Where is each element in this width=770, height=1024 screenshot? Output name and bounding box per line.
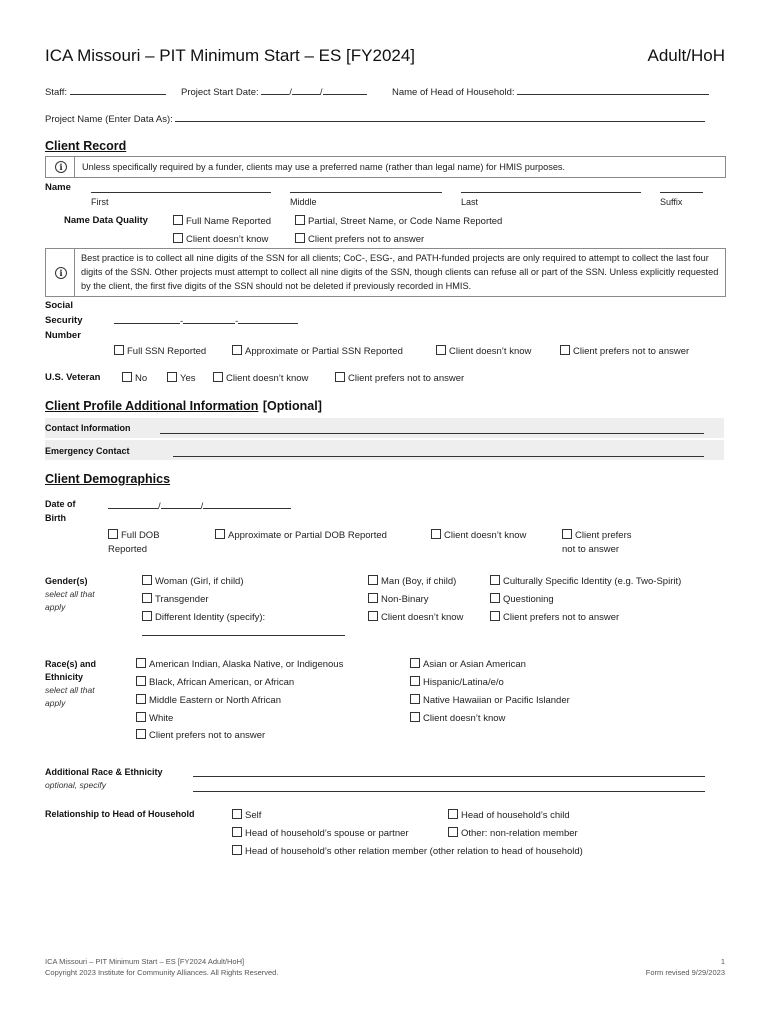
option-label: Transgender bbox=[155, 594, 209, 605]
gender-label-block bbox=[45, 575, 95, 614]
footer-doc-name: ICA Missouri – PIT Minimum Start – ES [FY2024 Adult/HoH] bbox=[45, 957, 245, 966]
option-label: Full Name Reported bbox=[186, 216, 272, 227]
checkbox[interactable] bbox=[490, 593, 500, 603]
gender-prefers-not-option[interactable] bbox=[490, 611, 619, 623]
checkbox[interactable] bbox=[232, 345, 242, 355]
option-label: Asian or Asian American bbox=[423, 659, 526, 670]
checkbox[interactable] bbox=[167, 372, 177, 382]
checkbox[interactable] bbox=[213, 372, 223, 382]
ssn-dash: - bbox=[235, 316, 239, 327]
date-slash: / bbox=[200, 501, 204, 512]
suffix-line[interactable] bbox=[660, 192, 703, 193]
suffix-caption: Suffix bbox=[660, 197, 683, 207]
ssn-notice-text: Best practice is to collect all nine digits of the SSN for all clients; CoC-, ESG-, and PATH-funded projects are only required to attempt to collect the last four digits of the SSN. Other projects must attempt to collect all nine digits of the SSN, though clients can refuse all or part of the SSN. Unless explicitly requested by the client, the first five digits of the SSN should not be deleted if previously recorded in HMIS. bbox=[81, 253, 719, 291]
checkbox[interactable] bbox=[560, 345, 570, 355]
client-profile-heading bbox=[45, 397, 322, 415]
ssn-input[interactable] bbox=[114, 313, 298, 327]
select-all-hint: apply bbox=[45, 698, 66, 708]
date-slash: / bbox=[289, 87, 292, 98]
date-slash: / bbox=[158, 501, 161, 512]
option-label: Culturally Specific Identity (e.g. Two-Spirit) bbox=[503, 576, 682, 587]
option-label: Client prefers not to answer bbox=[503, 612, 620, 623]
form-type-label: Adult/HoH bbox=[647, 46, 725, 65]
name-data-quality-label: Name Data Quality bbox=[64, 215, 148, 226]
ssn-approx-option[interactable] bbox=[232, 345, 403, 357]
checkbox[interactable] bbox=[142, 611, 152, 621]
option-label: Client doesn’t know bbox=[381, 612, 464, 623]
info-icon: i bbox=[55, 161, 67, 173]
select-all-hint: apply bbox=[45, 602, 66, 612]
dob-day-line[interactable] bbox=[161, 498, 201, 509]
emergency-contact-line[interactable] bbox=[173, 456, 704, 457]
page-title: ICA Missouri – PIT Minimum Start – ES [FY2024] bbox=[45, 46, 416, 65]
relationship-other-nonrelation-option[interactable] bbox=[448, 827, 578, 839]
option-label: Client doesn’t know bbox=[226, 373, 309, 384]
option-label-cont: Reported bbox=[108, 544, 148, 555]
checkbox[interactable] bbox=[410, 712, 420, 722]
race-label: Race(s) and bbox=[45, 659, 97, 669]
name-quality-full-option[interactable] bbox=[173, 215, 271, 227]
gender-different-option[interactable] bbox=[142, 611, 265, 623]
option-label: Client prefers not to answer bbox=[348, 373, 465, 384]
project-start-year-line[interactable] bbox=[323, 84, 367, 95]
checkbox[interactable] bbox=[335, 372, 345, 382]
option-label: Approximate or Partial DOB Reported bbox=[228, 530, 387, 541]
ssn-label-line: Social bbox=[45, 300, 73, 311]
checkbox[interactable] bbox=[136, 694, 146, 704]
veteran-no-option[interactable] bbox=[122, 372, 147, 384]
project-start-day-line[interactable] bbox=[292, 84, 320, 95]
checkbox[interactable] bbox=[232, 845, 242, 855]
hoh-name-field bbox=[392, 84, 709, 98]
gender-woman-option[interactable] bbox=[142, 575, 244, 587]
race-hispanic-option[interactable] bbox=[410, 676, 504, 688]
checkbox[interactable] bbox=[114, 345, 124, 355]
option-label: Head of household’s spouse or partner bbox=[245, 828, 409, 839]
middle-name-line[interactable] bbox=[290, 192, 442, 193]
first-name-caption: First bbox=[91, 197, 109, 207]
middle-name-caption: Middle bbox=[290, 197, 317, 207]
race-black-option[interactable] bbox=[136, 676, 294, 688]
race-white-option[interactable] bbox=[136, 712, 173, 724]
race-nhpi-option[interactable] bbox=[410, 694, 570, 706]
checkbox[interactable] bbox=[448, 809, 458, 819]
checkbox[interactable] bbox=[410, 676, 420, 686]
option-label: Client doesn’t know bbox=[423, 713, 506, 724]
option-label: Partial, Street Name, or Code Name Reported bbox=[308, 216, 503, 227]
race-asian-option[interactable] bbox=[410, 658, 526, 670]
contact-row-bg bbox=[45, 418, 724, 438]
client-record-heading: Client Record bbox=[45, 139, 127, 153]
dob-doesnt-know-option[interactable] bbox=[431, 529, 526, 541]
option-label: Client prefers bbox=[575, 530, 632, 541]
project-name-label: Project Name (Enter Data As): bbox=[45, 114, 173, 125]
checkbox[interactable] bbox=[232, 827, 242, 837]
checkbox[interactable] bbox=[142, 575, 152, 585]
info-icon: i bbox=[55, 267, 67, 279]
dob-label-line: Date of bbox=[45, 499, 76, 509]
dob-label bbox=[45, 497, 76, 525]
race-label-block bbox=[45, 658, 96, 710]
project-start-date-label: Project Start Date: bbox=[181, 87, 259, 98]
checkbox[interactable] bbox=[368, 575, 378, 585]
relationship-label: Relationship to Head of Household bbox=[45, 809, 195, 819]
option-label: Client prefers not to answer bbox=[573, 346, 690, 357]
ssn-label-line: Security bbox=[45, 315, 83, 326]
hoh-name-input-line[interactable] bbox=[517, 84, 709, 95]
checkbox[interactable] bbox=[136, 712, 146, 722]
dob-prefers-not-option[interactable] bbox=[562, 529, 632, 557]
option-label: Approximate or Partial SSN Reported bbox=[245, 346, 403, 357]
ssn-prefers-not-option[interactable] bbox=[560, 345, 689, 357]
dob-year-line[interactable] bbox=[203, 498, 291, 509]
option-label: Self bbox=[245, 810, 262, 821]
project-start-date-field bbox=[181, 84, 367, 98]
name-quality-doesnt-know-option[interactable] bbox=[173, 233, 268, 245]
gender-specify-line[interactable] bbox=[142, 635, 345, 636]
option-label: White bbox=[149, 713, 174, 724]
last-name-line[interactable] bbox=[461, 192, 641, 193]
checkbox[interactable] bbox=[436, 345, 446, 355]
option-label: Head of household’s child bbox=[461, 810, 570, 821]
additional-race-hint: optional, specify bbox=[45, 780, 106, 790]
checkbox[interactable] bbox=[448, 827, 458, 837]
option-label: Client doesn’t know bbox=[186, 234, 269, 245]
option-label: Woman (Girl, if child) bbox=[155, 576, 244, 587]
dob-input[interactable] bbox=[108, 498, 291, 512]
additional-race-line-2[interactable] bbox=[193, 791, 705, 792]
additional-race-label-block bbox=[45, 766, 163, 792]
option-label: Client doesn’t know bbox=[449, 346, 532, 357]
option-label: Non-Binary bbox=[381, 594, 429, 605]
contact-information-line[interactable] bbox=[160, 433, 704, 434]
option-label: Full SSN Reported bbox=[127, 346, 207, 357]
checkbox[interactable] bbox=[136, 729, 146, 739]
checkbox[interactable] bbox=[490, 611, 500, 621]
checkbox[interactable] bbox=[368, 593, 378, 603]
checkbox[interactable] bbox=[410, 658, 420, 668]
footer-copyright: Copyright 2023 Institute for Community Alliances. All Rights Reserved. bbox=[45, 968, 279, 977]
notice-divider bbox=[74, 157, 75, 177]
checkbox[interactable] bbox=[173, 215, 183, 225]
emergency-row-bg bbox=[45, 440, 724, 460]
veteran-yes-option[interactable] bbox=[167, 372, 196, 384]
client-profile-heading-text: Client Profile Additional Information bbox=[45, 399, 259, 413]
option-label: Middle Eastern or North African bbox=[149, 695, 282, 706]
option-label: Client prefers not to answer bbox=[149, 730, 266, 741]
preferred-name-notice-text: Unless specifically required by a funder, clients may use a preferred name (rather than legal name) for HMIS purposes. bbox=[82, 162, 566, 172]
option-label: Different Identity (specify): bbox=[155, 612, 266, 623]
checkbox[interactable] bbox=[136, 676, 146, 686]
option-label: Client prefers not to answer bbox=[308, 234, 425, 245]
option-label: Questioning bbox=[503, 594, 554, 605]
checkbox[interactable] bbox=[295, 215, 305, 225]
first-name-line[interactable] bbox=[91, 192, 271, 193]
checkbox[interactable] bbox=[108, 529, 118, 539]
staff-input-line[interactable] bbox=[70, 84, 166, 95]
option-label-cont: not to answer bbox=[562, 544, 620, 555]
date-slash: / bbox=[319, 87, 323, 98]
option-label: American Indian, Alaska Native, or Indigenous bbox=[149, 659, 344, 670]
select-all-hint: select all that bbox=[45, 589, 95, 599]
option-label: Yes bbox=[180, 373, 196, 384]
last-name-caption: Last bbox=[461, 197, 479, 207]
footer-revised-date: Form revised 9/29/2023 bbox=[645, 968, 725, 977]
checkbox[interactable] bbox=[122, 372, 132, 382]
dob-approx-option[interactable] bbox=[215, 529, 387, 541]
client-demographics-heading: Client Demographics bbox=[45, 472, 171, 486]
preferred-name-notice bbox=[45, 156, 726, 178]
name-quality-partial-option[interactable] bbox=[295, 215, 502, 227]
staff-label: Staff: bbox=[45, 87, 68, 98]
option-label: Full DOB bbox=[121, 530, 160, 541]
checkbox[interactable] bbox=[431, 529, 441, 539]
ssn-dash: - bbox=[180, 316, 184, 327]
race-label: Ethnicity bbox=[45, 672, 84, 682]
project-start-month-line[interactable] bbox=[261, 84, 289, 95]
checkbox[interactable] bbox=[173, 233, 183, 243]
project-name-field bbox=[45, 111, 705, 125]
gender-non-binary-option[interactable] bbox=[368, 593, 429, 605]
ssn-label bbox=[45, 298, 83, 343]
ssn-full-option[interactable] bbox=[114, 345, 206, 357]
notice-divider bbox=[74, 249, 75, 296]
ssn-notice bbox=[45, 248, 726, 297]
gender-culturally-specific-option[interactable] bbox=[490, 575, 681, 587]
gender-label: Gender(s) bbox=[45, 576, 88, 586]
option-label: Client doesn’t know bbox=[444, 530, 527, 541]
gender-man-option[interactable] bbox=[368, 575, 456, 587]
relationship-spouse-option[interactable] bbox=[232, 827, 409, 839]
staff-field bbox=[45, 84, 166, 98]
name-label: Name bbox=[45, 182, 71, 193]
option-label: Hispanic/Latina/e/o bbox=[423, 677, 504, 688]
ssn-part-1-line[interactable] bbox=[114, 313, 180, 324]
option-label: No bbox=[135, 373, 148, 384]
checkbox[interactable] bbox=[562, 529, 572, 539]
checkbox[interactable] bbox=[136, 658, 146, 668]
checkbox[interactable] bbox=[368, 611, 378, 621]
gender-transgender-option[interactable] bbox=[142, 593, 209, 605]
dob-month-line[interactable] bbox=[108, 498, 158, 509]
checkbox[interactable] bbox=[295, 233, 305, 243]
name-quality-prefers-not-option[interactable] bbox=[295, 233, 424, 245]
checkbox[interactable] bbox=[232, 809, 242, 819]
ssn-doesnt-know-option[interactable] bbox=[436, 345, 531, 357]
option-label: Black, African American, or African bbox=[149, 677, 295, 688]
option-label: Other: non-relation member bbox=[461, 828, 578, 839]
option-label: Head of household’s other relation member (other relation to head of household) bbox=[245, 846, 583, 857]
relationship-child-option[interactable] bbox=[448, 809, 570, 821]
relationship-self-option[interactable] bbox=[232, 809, 261, 821]
hoh-name-label: Name of Head of Household: bbox=[392, 87, 515, 98]
race-mena-option[interactable] bbox=[136, 694, 281, 706]
select-all-hint: select all that bbox=[45, 685, 95, 695]
emergency-contact-label: Emergency Contact bbox=[45, 446, 130, 456]
gender-questioning-option[interactable] bbox=[490, 593, 554, 605]
additional-race-label: Additional Race & Ethnicity bbox=[45, 767, 163, 777]
option-label: Man (Boy, if child) bbox=[381, 576, 457, 587]
ssn-part-2-line[interactable] bbox=[183, 313, 235, 324]
checkbox[interactable] bbox=[490, 575, 500, 585]
gender-doesnt-know-option[interactable] bbox=[368, 611, 463, 623]
contact-information-label: Contact Information bbox=[45, 423, 131, 433]
veteran-label: U.S. Veteran bbox=[45, 372, 101, 383]
footer-page-number: 1 bbox=[720, 957, 725, 966]
race-prefers-not-option[interactable] bbox=[136, 729, 265, 741]
checkbox[interactable] bbox=[142, 593, 152, 603]
checkbox[interactable] bbox=[215, 529, 225, 539]
optional-tag: [Optional] bbox=[262, 399, 322, 413]
relationship-other-relation-option[interactable] bbox=[232, 845, 583, 857]
race-aian-option[interactable] bbox=[136, 658, 343, 670]
race-doesnt-know-option[interactable] bbox=[410, 712, 505, 724]
additional-race-line-1[interactable] bbox=[193, 776, 705, 777]
project-name-input-line[interactable] bbox=[175, 111, 705, 122]
dob-full-option[interactable] bbox=[108, 529, 160, 557]
ssn-part-3-line[interactable] bbox=[238, 313, 298, 324]
ssn-label-line: Number bbox=[45, 330, 81, 341]
option-label: Native Hawaiian or Pacific Islander bbox=[423, 695, 570, 706]
veteran-doesnt-know-option[interactable] bbox=[213, 372, 308, 384]
checkbox[interactable] bbox=[410, 694, 420, 704]
veteran-prefers-not-option[interactable] bbox=[335, 372, 464, 384]
dob-label-line: Birth bbox=[45, 513, 66, 523]
